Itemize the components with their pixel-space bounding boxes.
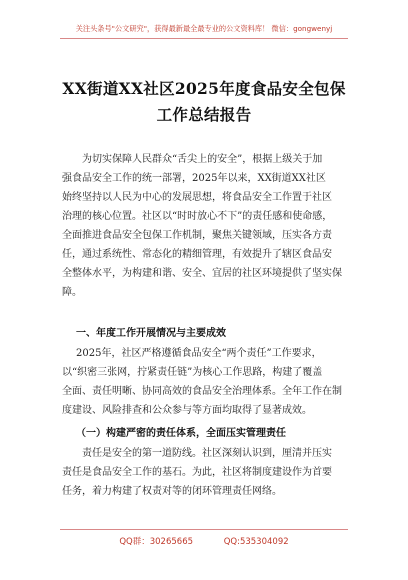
intro-line: 治理的核心位置。社区以“时时放心不下”的责任感和使命感， (62, 211, 333, 222)
section-1-heading: 一、年度工作开展情况与主要成效 (76, 328, 226, 339)
intro-line: 全整体水平，为构建和谐、安全、宜居的社区环境提供了坚实保 (62, 268, 342, 279)
intro-line: 始终坚持以人民为中心的发展思想，将食品安全工作置于社区 (62, 192, 332, 203)
footer-divider (60, 529, 348, 530)
section-1-line: 2025年，社区严格遵循食品安全“两个责任”工作要求， (76, 348, 322, 359)
footer-qq: QQ:535304092 (223, 537, 289, 547)
subsection-1-line: 责任是食品安全工作的基石。为此，社区将制度建设作为首要 (62, 467, 332, 478)
subsection-1-paragraph (62, 444, 352, 501)
header-note: 关注头条号"公文研究"，获得最新最全最专业的公文资料库！ 微信：gongwenyj (75, 24, 333, 33)
document-title-line-1: XX街道XX社区2025年度食品安全包保 (62, 79, 346, 98)
subsection-1-heading: （一）构建严密的责任体系，全面压实管理责任 (76, 428, 286, 439)
subsection-1-line: 责任是安全的第一道防线。社区深刻认识到，厘清并压实 (82, 448, 332, 459)
intro-line: 全面推进食品安全包保工作机制，聚焦关键领域，压实各方责 (62, 230, 332, 241)
intro-paragraph (62, 150, 352, 302)
footer (0, 535, 408, 547)
intro-line: 任，通过系统性、常态化的精细管理，有效提升了辖区食品安 (62, 249, 332, 260)
section-1-line: 以“织密三张网，拧紧责任链”为核心工作思路，构建了覆盖 (62, 367, 323, 378)
footer-qq-group: QQ群：30265665 (119, 537, 194, 547)
intro-line: 强食品安全工作的统一部署，2025年以来，XX街道XX社区 (62, 173, 326, 184)
section-1-paragraph (62, 344, 352, 420)
intro-line: 为切实保障人民群众“舌尖上的安全”，根据上级关于加 (82, 154, 323, 165)
intro-line: 障。 (62, 287, 82, 298)
document-title-line-2: 工作总结报告 (156, 105, 252, 124)
header-divider (60, 38, 348, 39)
section-1-line: 度建设、风险排查和公众参与等方面均取得了显著成效。 (62, 405, 312, 416)
section-1-line: 全面、责任明晰、协同高效的食品安全治理体系。全年工作在制 (62, 386, 342, 397)
subsection-1-line: 任务，着力构建了权责对等的闭环管理责任网络。 (62, 486, 282, 497)
